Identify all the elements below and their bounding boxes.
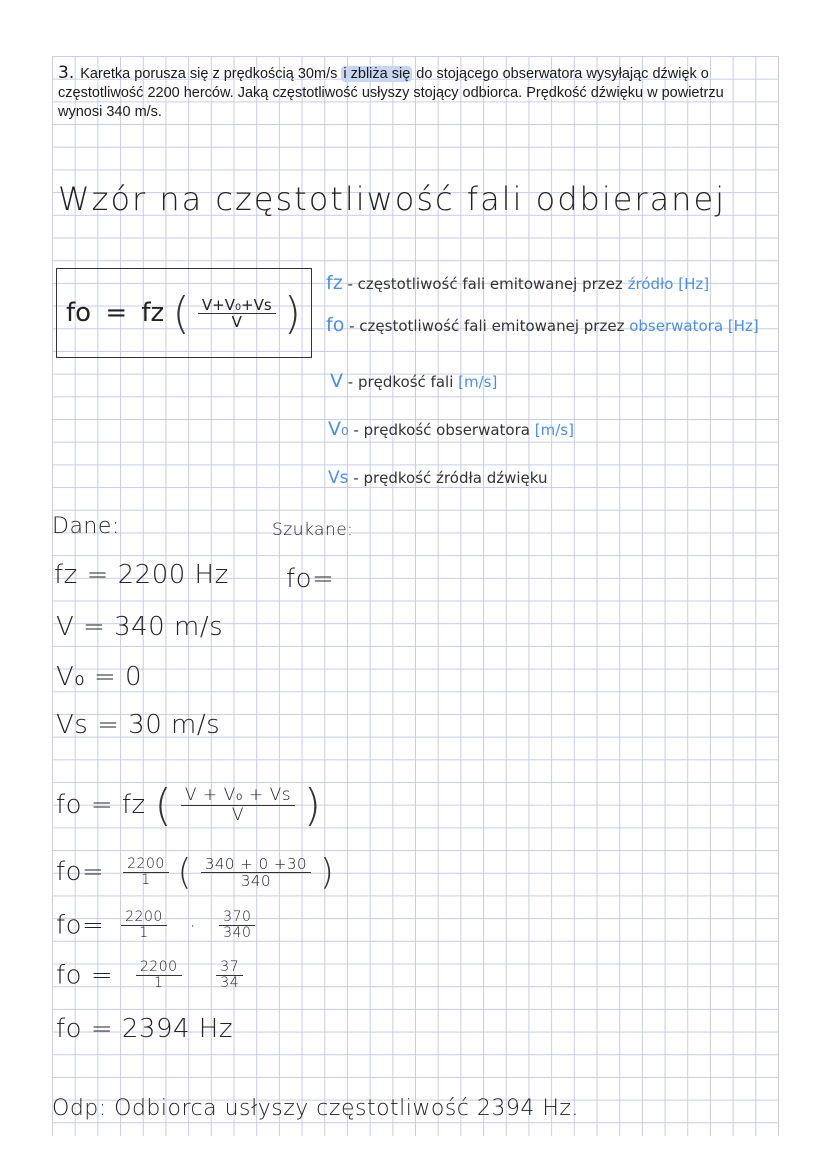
problem-statement (58, 64, 758, 122)
definition-v0: V₀ - prędkość obserwatora [m/s] (328, 418, 574, 440)
formula-denominator: V (231, 313, 242, 331)
definition-v: V - prędkość fali [m/s] (330, 370, 498, 392)
given-vs: Vs = 30 m/s (56, 710, 221, 740)
formula-fraction (198, 297, 276, 331)
answer-text: Odp: Odbiorca usłyszy częstotliwość 2394 Hz. (52, 1096, 579, 1121)
sought-label: Szukane: (272, 520, 354, 540)
definition-fz: fz - częstotliwość fali emitowanej przez źródło [Hz] (326, 272, 710, 294)
formula-fz: fz (141, 298, 165, 328)
formula-eq: = (105, 298, 128, 328)
given-fz: fz = 2200 Hz (54, 560, 229, 590)
given-label: Dane: (52, 514, 120, 539)
definition-fo: fo - częstotliwość fali emitowanej przez obserwatora [Hz] (326, 314, 759, 336)
formula-lhs: fo (66, 298, 92, 328)
formula-main (66, 288, 301, 339)
problem-number: 3. (58, 63, 75, 83)
problem-text-after: do stojącego obserwatora wysyłając dźwięk o częstotliwość 2200 herców. Jaką częstotliwość usłyszy stojący odbiorca. Prędkość dźwięku w powietrzu wynosi 340 m/s. (58, 66, 724, 120)
solution-step-3: fo= $\frac{2200}{1}$ · $\frac{370}{340}$ (56, 910, 255, 942)
problem-text-before: Karetka porusza się z prędkością 30m/s (80, 66, 342, 82)
definition-vs: Vs - prędkość źródła dźwięku (328, 468, 548, 488)
section-title: Wzór na częstotliwość fali odbieranej (58, 180, 727, 218)
formula-paren-left: ( (172, 288, 190, 339)
formula-numerator: V+V₀+Vs (198, 297, 276, 315)
given-v0: V₀ = 0 (56, 662, 143, 692)
sought-fo: fo= (286, 564, 335, 594)
solution-step-1: fo = fz ( $\frac{\text{V + V₀ + Vs}}{V}$ ) (56, 780, 322, 831)
solution-step-4: fo = $\frac{2200}{1}$ $\frac{37}{34}$ (56, 960, 243, 992)
solution-step-2: fo= $\frac{2200}{1}$ ( $\frac{340 + 0 +30}{340}$ ) (56, 852, 335, 893)
formula-paren-right: ) (283, 288, 302, 339)
problem-highlight: i zbliża się (343, 66, 411, 82)
solution-result: fo = 2394 Hz (56, 1014, 234, 1044)
given-v: V = 340 m/s (56, 612, 224, 642)
